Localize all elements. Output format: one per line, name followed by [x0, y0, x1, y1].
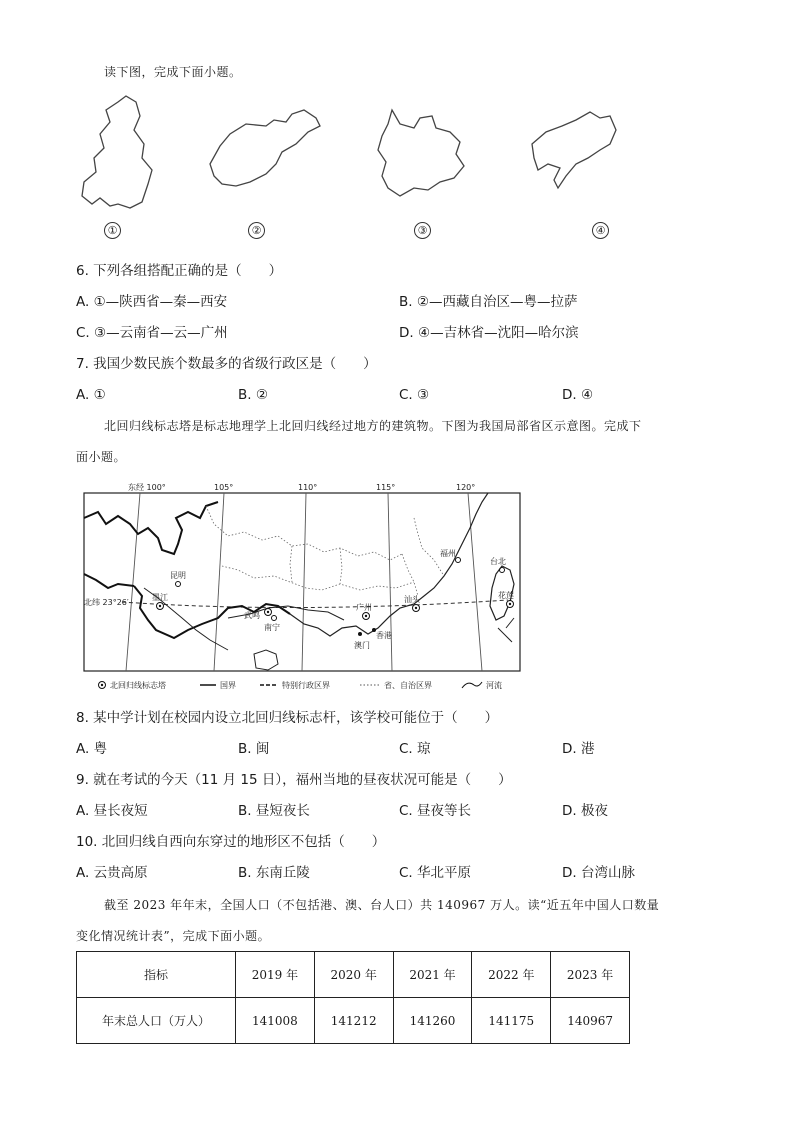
tower-marker-guangzhou [363, 613, 370, 620]
table-cell: 年末总人口（万人） [77, 998, 236, 1044]
table-cell: 140967 [551, 998, 630, 1044]
table-header-cell: 2019 年 [236, 952, 315, 998]
q10-option-a: A. 云贵高原 [76, 865, 148, 881]
q9-option-d: D. 极夜 [562, 803, 608, 819]
q8-option-c: C. 琼 [399, 741, 431, 757]
shandong-outline [210, 110, 320, 186]
q6-option-c: C. ③—云南省—云—广州 [76, 325, 228, 341]
q8-option-d: D. 港 [562, 741, 595, 757]
q8-option-b: B. 闽 [238, 741, 270, 757]
lon-label-110: 110° [298, 483, 318, 492]
city-label-guangzhou: 广州 [356, 603, 372, 612]
city-label-aomen: 澳门 [354, 641, 370, 650]
intro-text-2b: 面小题。 [76, 450, 127, 464]
map-legend [99, 680, 503, 690]
q6-option-a: A. ①—陕西省—秦—西安 [76, 294, 228, 310]
q10-option-b: B. 东南丘陵 [238, 865, 310, 881]
population-table [76, 951, 630, 1044]
intro-text-2: 北回归线标志塔是标志地理学上北回归线经过地方的建筑物。下图为我国局部省区示意图。完成下 [104, 419, 642, 433]
table-cell: 141212 [314, 998, 393, 1044]
intro-text-3: 截至 2023 年年末，全国人口（不包括港、澳、台人口）共 140967 万人。读“近五年中国人口数量 [104, 898, 660, 912]
q6-stem: 6. 下列各组搭配正确的是（ ） [76, 263, 283, 279]
q7-stem: 7. 我国少数民族个数最多的省级行政区是（ ） [76, 356, 377, 372]
tower-marker-wuming [265, 609, 272, 616]
table-header-cell: 2023 年 [551, 952, 630, 998]
q8-stem: 8. 某中学计划在校园内设立北回归线标志杆，该学校可能位于（ ） [76, 710, 499, 726]
table-header-row [77, 952, 630, 998]
tropic-map [78, 478, 528, 696]
q9-stem: 9. 就在考试的今天（11 月 15 日），福州当地的昼夜状况可能是（ ） [76, 772, 512, 788]
city-label-shantou: 汕头 [404, 595, 420, 604]
q7-option-d: D. ④ [562, 387, 594, 403]
legend-border: 国界 [220, 681, 236, 690]
shape-label-2: ② [248, 222, 265, 239]
lon-label-100: 东经 100° [128, 483, 166, 492]
city-label-hualian: 花莲 [498, 591, 514, 600]
shape-label-4: ④ [592, 222, 609, 239]
shaanxi-outline [82, 96, 152, 208]
q6-option-d: D. ④—吉林省—沈阳—哈尔滨 [399, 325, 579, 341]
intro-text-3b: 变化情况统计表”，完成下面小题。 [76, 929, 271, 943]
legend-tower: 北回归线标志塔 [110, 681, 166, 690]
city-label-mojiang: 墨江 [152, 593, 168, 602]
city-label-kunming: 昆明 [170, 571, 186, 580]
table-header-cell: 2020 年 [314, 952, 393, 998]
map-frame [84, 493, 520, 671]
shape-label-1: ① [104, 222, 121, 239]
legend-sar: 特别行政区界 [282, 681, 330, 690]
lat-label: 北纬 23°26′ [84, 598, 129, 607]
table-header-cell: 2021 年 [393, 952, 472, 998]
table-row [77, 998, 630, 1044]
table-cell: 141175 [472, 998, 551, 1044]
q9-option-b: B. 昼短夜长 [238, 803, 310, 819]
lon-label-115: 115° [376, 483, 396, 492]
lon-label-120: 120° [456, 483, 476, 492]
province-outlines [70, 92, 630, 217]
shape-label-3: ③ [414, 222, 431, 239]
legend-province: 省、自治区界 [384, 681, 432, 690]
q7-option-c: C. ③ [399, 387, 430, 403]
city-label-fuzhou: 福州 [440, 549, 456, 558]
table-header-cell: 2022 年 [472, 952, 551, 998]
legend-river: 河流 [486, 681, 502, 690]
city-dot-aomen [358, 632, 362, 636]
q7-option-b: B. ② [238, 387, 268, 403]
liaoning-outline [532, 112, 616, 188]
q10-option-c: C. 华北平原 [399, 865, 472, 881]
yunnan-outline [378, 110, 464, 196]
intro-text-1: 读下图，完成下面小题。 [104, 65, 242, 79]
q6-option-b: B. ②—西藏自治区—粤—拉萨 [399, 294, 578, 310]
q10-stem: 10. 北回归线自西向东穿过的地形区不包括（ ） [76, 834, 386, 850]
q9-option-a: A. 昼长夜短 [76, 803, 148, 819]
q9-option-c: C. 昼夜等长 [399, 803, 472, 819]
city-label-wuming: 武鸣 [244, 611, 260, 620]
city-label-taibei: 台北 [490, 557, 506, 566]
table-header-cell: 指标 [77, 952, 236, 998]
q10-option-d: D. 台湾山脉 [562, 865, 635, 881]
tower-marker-shantou [413, 605, 420, 612]
table-cell: 141260 [393, 998, 472, 1044]
q8-option-a: A. 粤 [76, 741, 108, 757]
table-cell: 141008 [236, 998, 315, 1044]
tower-marker-mojiang [157, 603, 164, 610]
lon-label-105: 105° [214, 483, 234, 492]
q7-option-a: A. ① [76, 387, 106, 403]
city-label-nanning: 南宁 [264, 623, 280, 632]
city-label-xianggang: 香港 [376, 631, 392, 640]
tower-marker-hualian [507, 601, 514, 608]
